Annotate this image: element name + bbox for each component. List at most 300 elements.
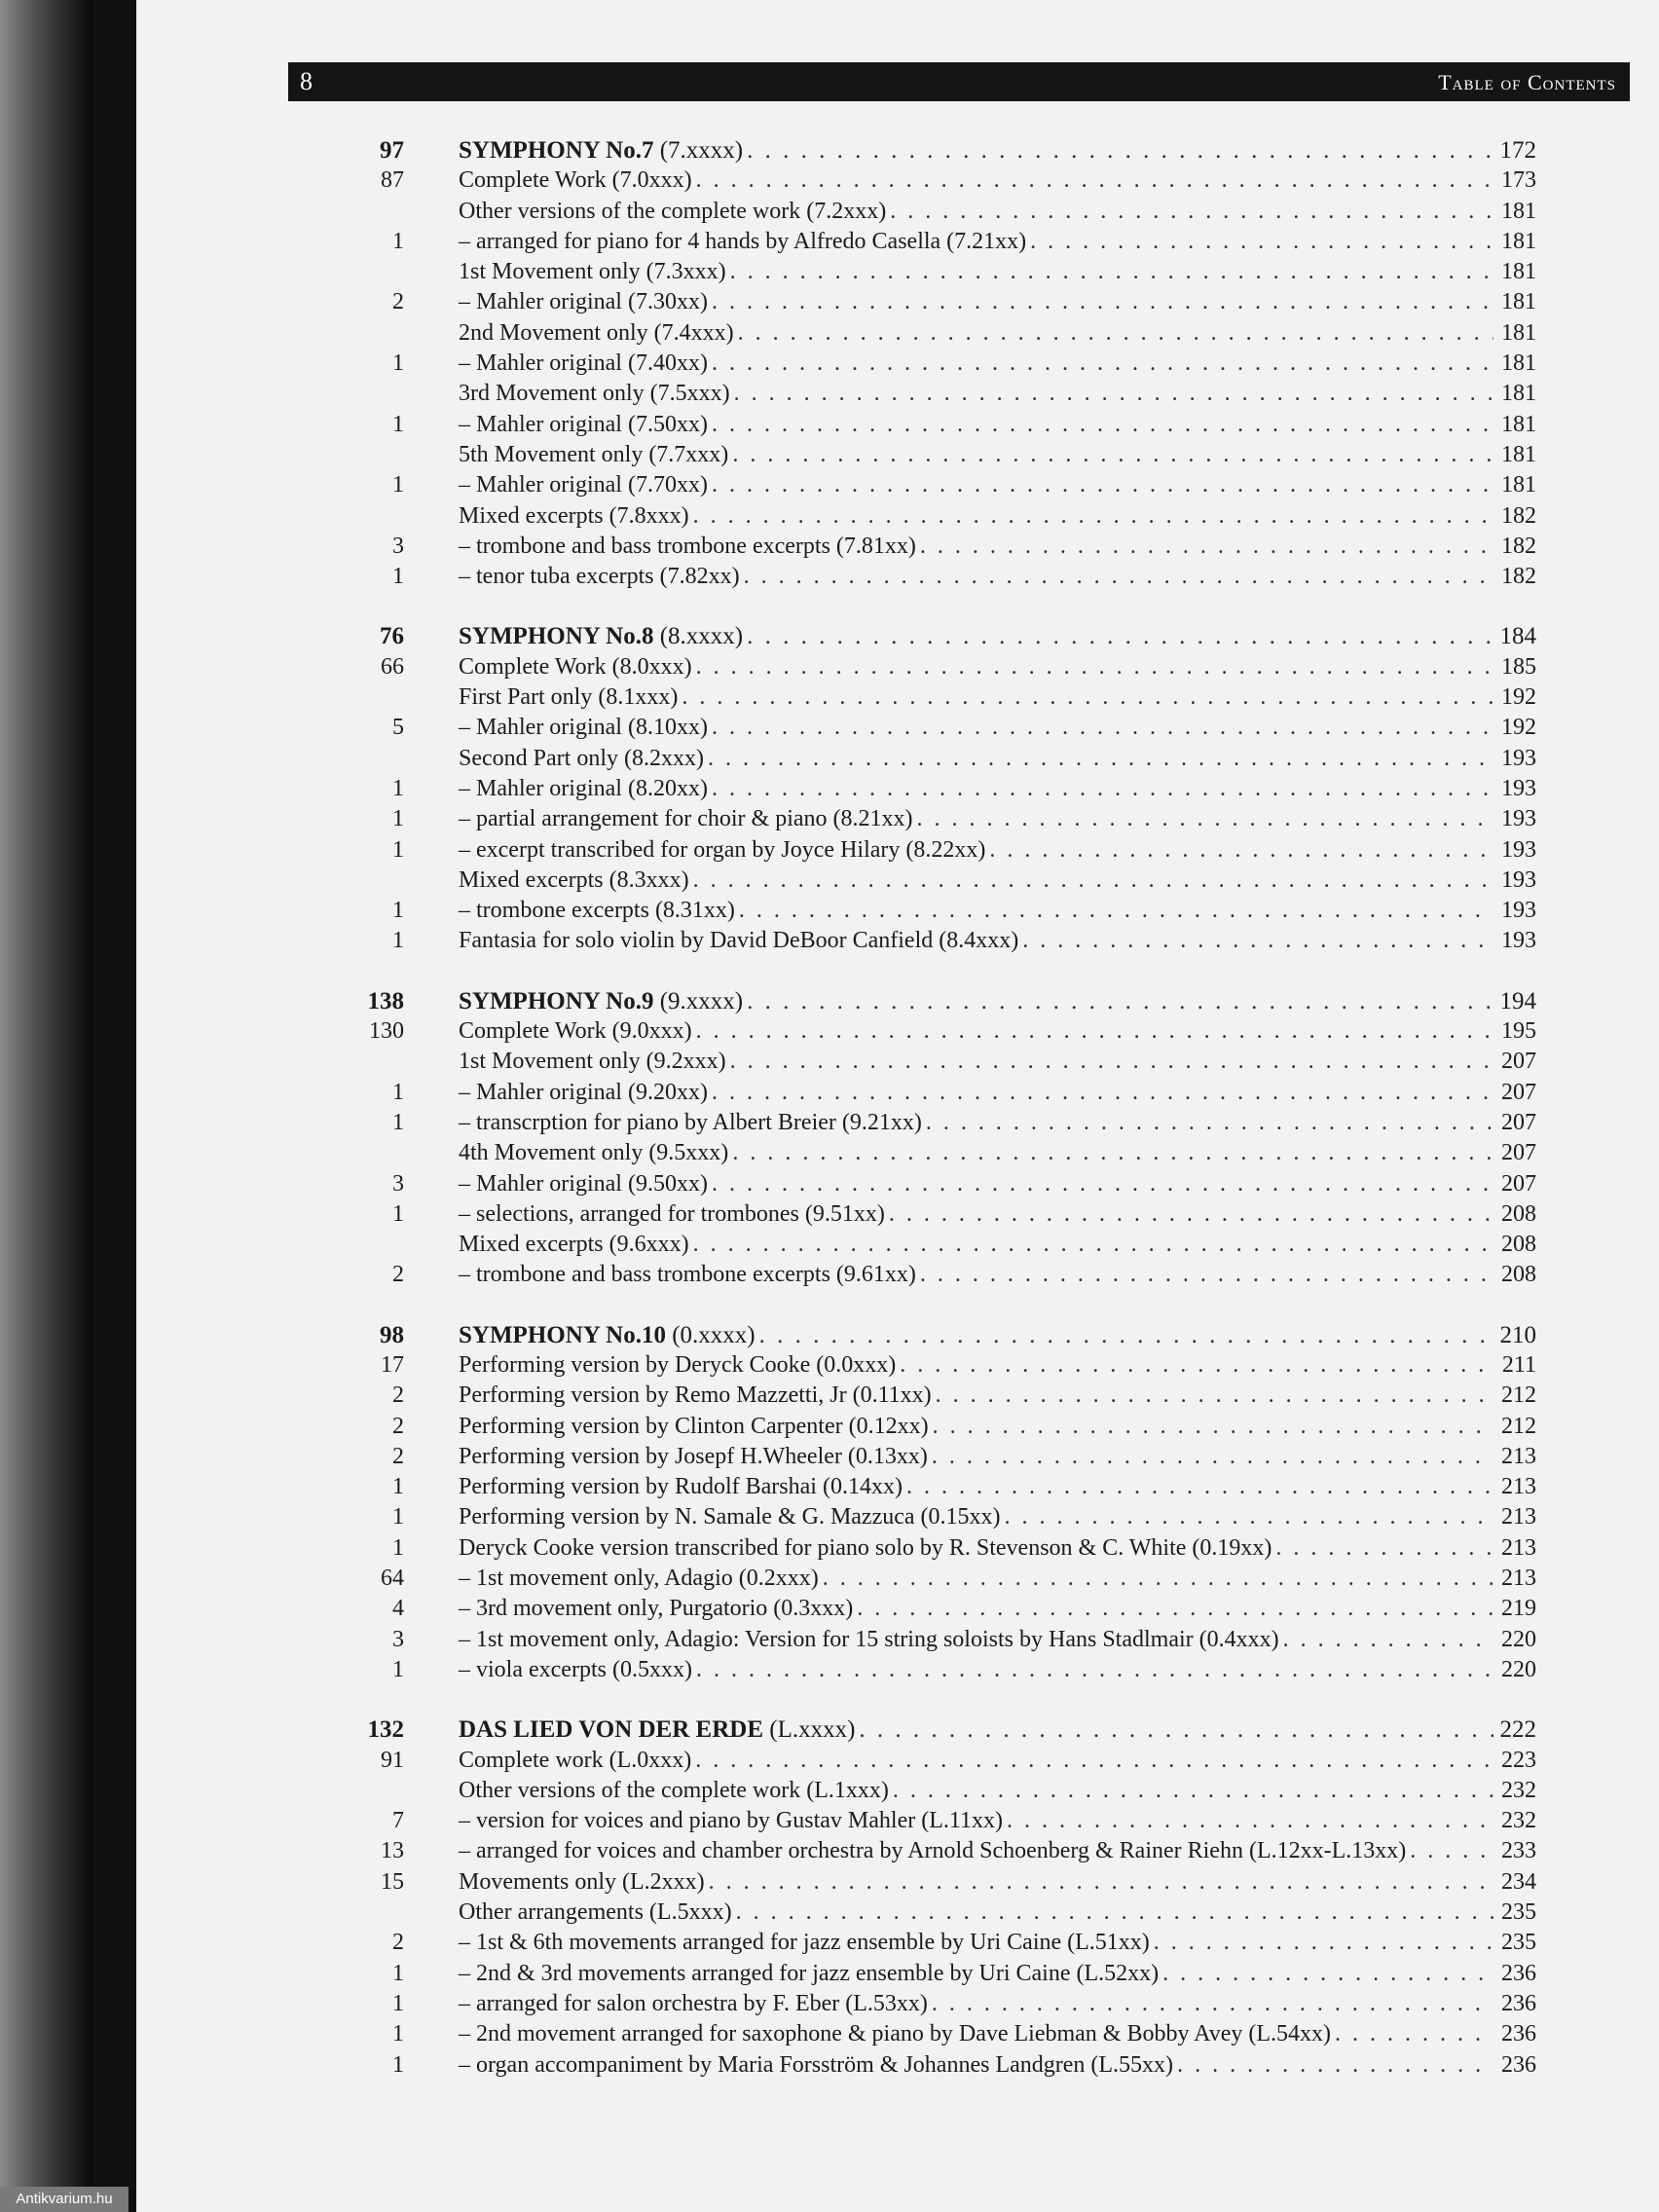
entry-label: – Mahler original (7.50xx) [459,411,708,437]
page-ref: 207 [1501,1109,1536,1135]
toc-entry [350,1655,1536,1685]
toc-section-heading [350,135,1536,166]
page-ref: 193 [1501,745,1536,771]
dot-leader [759,1320,1493,1350]
dot-leader [712,1169,1493,1199]
entry-label: – Mahler original (7.70xx) [459,472,708,498]
toc-entry [350,349,1536,379]
page-ref: 207 [1501,1140,1536,1166]
toc-section-heading [350,1714,1536,1745]
section-label [459,135,743,166]
dot-leader [920,1260,1493,1290]
entry-label: Complete Work (7.0xxx) [459,167,692,194]
entry-count: 3 [392,533,404,559]
entry-label: 3rd Movement only (7.5xxx) [459,381,730,407]
page-ref: 181 [1501,381,1536,407]
page-ref: 181 [1501,411,1536,437]
page-ref: 232 [1501,1777,1536,1803]
dot-leader [730,1047,1493,1077]
running-title: Table of Contents [1438,70,1616,94]
page-ref: 208 [1501,1232,1536,1258]
toc-entry [350,1898,1536,1928]
entry-label: Other versions of the complete work (7.2xxx) [459,198,887,224]
toc-section-heading [350,986,1536,1016]
page-ref: 182 [1501,502,1536,529]
page-ref: 181 [1501,228,1536,254]
dot-leader [932,1442,1493,1472]
entry-label: – arranged for voices and chamber orchestra by Arnold Schoenberg & Rainer Riehn (L.12xx-L.13xx) [459,1838,1407,1864]
toc-entry [350,470,1536,500]
table-of-contents [350,135,1536,2081]
toc-entry [350,1989,1536,2019]
section-title: SYMPHONY No.7 [459,137,654,164]
toc-entry [350,227,1536,257]
page-ref: 181 [1501,198,1536,224]
dot-leader [734,379,1493,409]
entry-label: – selections, arranged for trombones (9.51xx) [459,1200,885,1227]
entry-count: 1 [392,775,404,801]
toc-entry [350,1776,1536,1806]
dot-leader [736,1898,1493,1928]
dot-leader [933,1412,1493,1442]
toc-section-heading [350,621,1536,651]
entry-label: – organ accompaniment by Maria Forsström & Johannes Landgren (L.55xx) [459,2051,1174,2078]
toc-entry [350,1594,1536,1624]
entry-count: 15 [381,1868,404,1895]
page-ref: 233 [1501,1838,1536,1864]
toc-entry [350,1472,1536,1502]
toc-entry [350,1138,1536,1168]
dot-leader [823,1564,1493,1594]
page-ref: 193 [1501,928,1536,954]
toc-entry [350,744,1536,774]
dot-leader [712,774,1493,804]
toc-entry [350,2019,1536,2049]
toc-entry [350,1016,1536,1047]
entry-count: 66 [381,653,404,680]
dot-leader [695,1746,1493,1776]
toc-entry [350,2050,1536,2081]
page-ref: 213 [1501,1443,1536,1469]
page-ref: 208 [1501,1200,1536,1227]
toc-entry [350,532,1536,562]
page-number: 8 [300,67,313,95]
section-gap [350,1685,1536,1714]
page-ref: 232 [1501,1808,1536,1834]
entry-label: Other versions of the complete work (L.1xxx) [459,1777,889,1803]
entry-label: – Mahler original (8.10xx) [459,715,708,741]
entry-label: Performing version by Remo Mazzetti, Jr (0.11xx) [459,1382,932,1409]
section-title: DAS LIED VON DER ERDE [459,1716,763,1744]
entry-count: 5 [392,715,404,741]
dot-leader [744,562,1493,592]
entry-count: 87 [381,167,404,194]
entry-count: 91 [381,1747,404,1773]
entry-count: 1 [392,1504,404,1530]
dot-leader [732,1138,1493,1168]
entry-count: 132 [367,1716,404,1744]
entry-count: 1 [392,1534,404,1561]
dot-leader [712,1078,1493,1108]
entry-label: 1st Movement only (9.2xxx) [459,1049,726,1075]
entry-label: Complete Work (9.0xxx) [459,1018,692,1045]
entry-count: 1 [392,1109,404,1135]
entry-count: 2 [392,289,404,315]
toc-entry [350,1078,1536,1108]
dot-leader [889,1199,1493,1230]
toc-entry [350,440,1536,470]
dot-leader [693,866,1493,896]
section-label [459,986,743,1016]
dot-leader [696,166,1493,196]
entry-count: 3 [392,1626,404,1652]
dot-leader [920,532,1493,562]
entry-count: 1 [392,1474,404,1500]
entry-label: Mixed excerpts (8.3xxx) [459,866,689,893]
page-ref: 184 [1499,623,1536,650]
entry-label: Complete work (L.0xxx) [459,1747,692,1773]
page-ref: 213 [1501,1566,1536,1592]
entry-count: 17 [381,1351,404,1378]
dot-leader [890,197,1493,227]
toc-entry [350,774,1536,804]
entry-label: – Mahler original (8.20xx) [459,775,708,801]
page-ref: 219 [1501,1596,1536,1622]
toc-entry [350,379,1536,409]
dot-leader [859,1714,1493,1745]
dot-leader [1005,1502,1493,1532]
toc-entry [350,1836,1536,1866]
entry-label: – 1st movement only, Adagio (0.2xxx) [459,1566,819,1592]
entry-label: – arranged for piano for 4 hands by Alfredo Casella (7.21xx) [459,228,1027,254]
entry-label: – 3rd movement only, Purgatorio (0.3xxx) [459,1596,854,1622]
toc-entry [350,1746,1536,1776]
page-ref: 236 [1501,2051,1536,2078]
entry-label: Performing version by Clinton Carpenter (0.12xx) [459,1413,929,1439]
book-edge-shadow [0,0,92,2212]
entry-label: – Mahler original (9.50xx) [459,1170,708,1197]
page-ref: 212 [1501,1413,1536,1439]
page-ref: 192 [1501,684,1536,711]
page-header-bar [288,62,1630,101]
dot-leader [1030,227,1493,257]
entry-label: Performing version by Rudolf Barshai (0.14xx) [459,1474,903,1500]
toc-entry [350,562,1536,592]
dot-leader [1177,2050,1493,2081]
section-label [459,621,743,651]
dot-leader [1410,1836,1493,1866]
page-ref: 193 [1501,866,1536,893]
page-ref: 213 [1501,1534,1536,1561]
dot-leader [696,1016,1493,1047]
dot-leader [712,410,1493,440]
page-ref: 193 [1501,836,1536,863]
entry-label: 1st Movement only (7.3xxx) [459,259,726,285]
entry-count: 2 [392,1262,404,1288]
page-ref: 194 [1499,987,1536,1014]
page-ref: 207 [1501,1170,1536,1197]
page-ref: 172 [1499,137,1536,164]
entry-count: 138 [367,987,404,1014]
toc-entry [350,1230,1536,1260]
entry-label: – tenor tuba excerpts (7.82xx) [459,564,740,590]
dot-leader [738,318,1493,349]
toc-entry [350,166,1536,196]
toc-entry [350,682,1536,713]
toc-entry [350,1625,1536,1655]
entry-label: – transcrption for piano by Albert Breier (9.21xx) [459,1109,922,1135]
toc-entry [350,1260,1536,1290]
entry-label: – trombone excerpts (8.31xx) [459,898,735,924]
toc-entry [350,501,1536,532]
entry-label: Performing version by Josepf H.Wheeler (0.13xx) [459,1443,928,1469]
page-ref: 211 [1501,1351,1536,1378]
entry-label: – viola excerpts (0.5xxx) [459,1656,692,1682]
entry-label: – 2nd & 3rd movements arranged for jazz ensemble by Uri Caine (L.52xx) [459,1960,1160,1986]
dot-leader [1283,1625,1493,1655]
entry-label: Performing version by N. Samale & G. Mazzuca (0.15xx) [459,1504,1001,1530]
page-ref: 182 [1501,533,1536,559]
entry-label: – Mahler original (7.30xx) [459,289,708,315]
section-title: SYMPHONY No.8 [459,623,654,650]
toc-entry [350,1928,1536,1958]
toc-entry [350,1108,1536,1138]
toc-entry [350,197,1536,227]
page-ref: 181 [1501,350,1536,377]
dot-leader [747,621,1493,651]
page-ref: 222 [1499,1716,1536,1744]
toc-entry [350,713,1536,743]
page-ref: 223 [1501,1747,1536,1773]
page-ref: 236 [1501,1960,1536,1986]
page-ref: 193 [1501,806,1536,832]
entry-label: – trombone and bass trombone excerpts (9.61xx) [459,1262,916,1288]
page-ref: 182 [1501,564,1536,590]
entry-label: – excerpt transcribed for organ by Joyce Hilary (8.22xx) [459,836,986,863]
entry-count: 2 [392,1443,404,1469]
dot-leader [1007,1806,1493,1836]
entry-label: – 1st movement only, Adagio: Version for 15 string soloists by Hans Stadlmair (0.4xxx) [459,1626,1279,1652]
page-ref: 207 [1501,1049,1536,1075]
toc-entry [350,926,1536,956]
page-ref: 235 [1501,1930,1536,1956]
entry-label: – partial arrangement for choir & piano (8.21xx) [459,806,913,832]
toc-entry [350,1350,1536,1381]
entry-label: – version for voices and piano by Gustav Mahler (L.11xx) [459,1808,1003,1834]
entry-label: 5th Movement only (7.7xxx) [459,441,729,467]
toc-entry [350,1199,1536,1230]
section-code: (L.xxxx) [763,1716,856,1744]
entry-count: 4 [392,1596,404,1622]
dot-leader [926,1108,1493,1138]
toc-section-heading [350,1320,1536,1350]
page-ref: 192 [1501,715,1536,741]
dot-leader [1022,926,1493,956]
dot-leader [709,1867,1493,1898]
toc-entry [350,1806,1536,1836]
dot-leader [693,1230,1493,1260]
page-ref: 236 [1501,1990,1536,2016]
dot-leader [696,652,1493,682]
entry-label: – Mahler original (7.40xx) [459,350,708,377]
section-label [459,1714,855,1745]
page-ref: 181 [1501,472,1536,498]
toc-entry [350,1502,1536,1532]
entry-label: – 2nd movement arranged for saxophone & piano by Dave Liebman & Bobby Avey (L.54xx) [459,2021,1332,2047]
page-ref: 181 [1501,289,1536,315]
entry-count: 1 [392,564,404,590]
toc-entry [350,1169,1536,1199]
entry-label: – Mahler original (9.20xx) [459,1079,708,1105]
entry-count: 1 [392,228,404,254]
entry-label: Second Part only (8.2xxx) [459,745,704,771]
section-gap [350,592,1536,621]
entry-label: 2nd Movement only (7.4xxx) [459,319,734,346]
toc-entry [350,1867,1536,1898]
entry-count: 64 [381,1566,404,1592]
dot-leader [900,1350,1493,1381]
section-title: SYMPHONY No.9 [459,987,654,1014]
entry-count: 2 [392,1930,404,1956]
dot-leader [747,986,1493,1016]
section-code: (7.xxxx) [653,137,744,164]
dot-leader [693,501,1493,532]
page-ref: 193 [1501,898,1536,924]
toc-entry [350,1959,1536,1989]
entry-label: – arranged for salon orchestra by F. Eber (L.53xx) [459,1990,928,2016]
entry-label: Movements only (L.2xxx) [459,1868,705,1895]
entry-count: 13 [381,1838,404,1864]
section-code: (8.xxxx) [653,623,744,650]
page-ref: 236 [1501,2021,1536,2047]
toc-entry [350,1533,1536,1564]
toc-entry [350,410,1536,440]
page-ref: 234 [1501,1868,1536,1895]
page-ref: 213 [1501,1504,1536,1530]
dot-leader [712,713,1493,743]
section-title: SYMPHONY No.10 [459,1321,666,1348]
watermark: Antikvarium.hu [0,2187,129,2212]
page-ref: 181 [1501,319,1536,346]
toc-entry [350,652,1536,682]
page-ref: 220 [1501,1656,1536,1682]
dot-leader [906,1472,1493,1502]
dot-leader [708,744,1493,774]
toc-entry [350,835,1536,866]
entry-count: 1 [392,350,404,377]
entry-count: 130 [369,1018,404,1045]
page-ref: 213 [1501,1474,1536,1500]
entry-label: Performing version by Deryck Cooke (0.0xxx) [459,1351,897,1378]
dot-leader [730,257,1493,287]
page-ref: 185 [1501,653,1536,680]
dot-leader [989,835,1493,866]
entry-count: 2 [392,1413,404,1439]
dot-leader [1275,1533,1493,1564]
toc-entry [350,866,1536,896]
dot-leader [712,470,1493,500]
dot-leader [696,1655,1493,1685]
entry-count: 1 [392,1656,404,1682]
page-ref: 212 [1501,1382,1536,1409]
entry-count: 1 [392,2021,404,2047]
dot-leader [917,804,1494,834]
entry-label: Fantasia for solo violin by David DeBoor Canfield (8.4xxx) [459,928,1019,954]
book-spine [92,0,136,2212]
toc-entry [350,257,1536,287]
toc-entry [350,804,1536,834]
entry-count: 3 [392,1170,404,1197]
entry-label: Mixed excerpts (9.6xxx) [459,1232,689,1258]
entry-label: Complete Work (8.0xxx) [459,653,692,680]
entry-label: 4th Movement only (9.5xxx) [459,1140,729,1166]
dot-leader [739,896,1493,926]
page-ref: 193 [1501,775,1536,801]
page-ref: 195 [1501,1018,1536,1045]
entry-count: 1 [392,898,404,924]
entry-count: 1 [392,2051,404,2078]
toc-entry [350,896,1536,926]
dot-leader [1335,2019,1493,2049]
section-gap [350,1291,1536,1320]
entry-count: 76 [380,623,404,650]
entry-count: 1 [392,1079,404,1105]
entry-count: 1 [392,1200,404,1227]
section-label [459,1320,756,1350]
entry-count: 1 [392,411,404,437]
section-gap [350,957,1536,986]
dot-leader [747,135,1493,166]
page-ref: 220 [1501,1626,1536,1652]
dot-leader [936,1381,1493,1411]
toc-entry [350,318,1536,349]
entry-label: Deryck Cooke version transcribed for piano solo by R. Stevenson & C. White (0.19xx) [459,1534,1272,1561]
toc-entry [350,287,1536,317]
entry-count: 1 [392,928,404,954]
toc-entry [350,1047,1536,1077]
dot-leader [682,682,1493,713]
toc-entry [350,1564,1536,1594]
dot-leader [712,349,1493,379]
dot-leader [732,440,1493,470]
toc-entry [350,1381,1536,1411]
entry-label: – 1st & 6th movements arranged for jazz ensemble by Uri Caine (L.51xx) [459,1930,1150,1956]
page-ref: 173 [1501,167,1536,194]
page-ref: 207 [1501,1079,1536,1105]
dot-leader [893,1776,1493,1806]
entry-count: 2 [392,1382,404,1409]
entry-label: Other arrangements (L.5xxx) [459,1899,732,1926]
entry-label: First Part only (8.1xxx) [459,684,679,711]
entry-count: 1 [392,472,404,498]
section-code: (9.xxxx) [653,987,744,1014]
entry-count: 1 [392,836,404,863]
entry-count: 98 [380,1321,404,1348]
dot-leader [712,287,1493,317]
toc-entry [350,1412,1536,1442]
page-ref: 235 [1501,1899,1536,1926]
dot-leader [1162,1959,1493,1989]
page-ref: 181 [1501,259,1536,285]
dot-leader [857,1594,1493,1624]
entry-count: 1 [392,1990,404,2016]
entry-count: 7 [392,1808,404,1834]
entry-count: 1 [392,1960,404,1986]
page-ref: 210 [1499,1321,1536,1348]
toc-entry [350,1442,1536,1472]
entry-label: – trombone and bass trombone excerpts (7.81xx) [459,533,916,559]
dot-leader [932,1989,1493,2019]
